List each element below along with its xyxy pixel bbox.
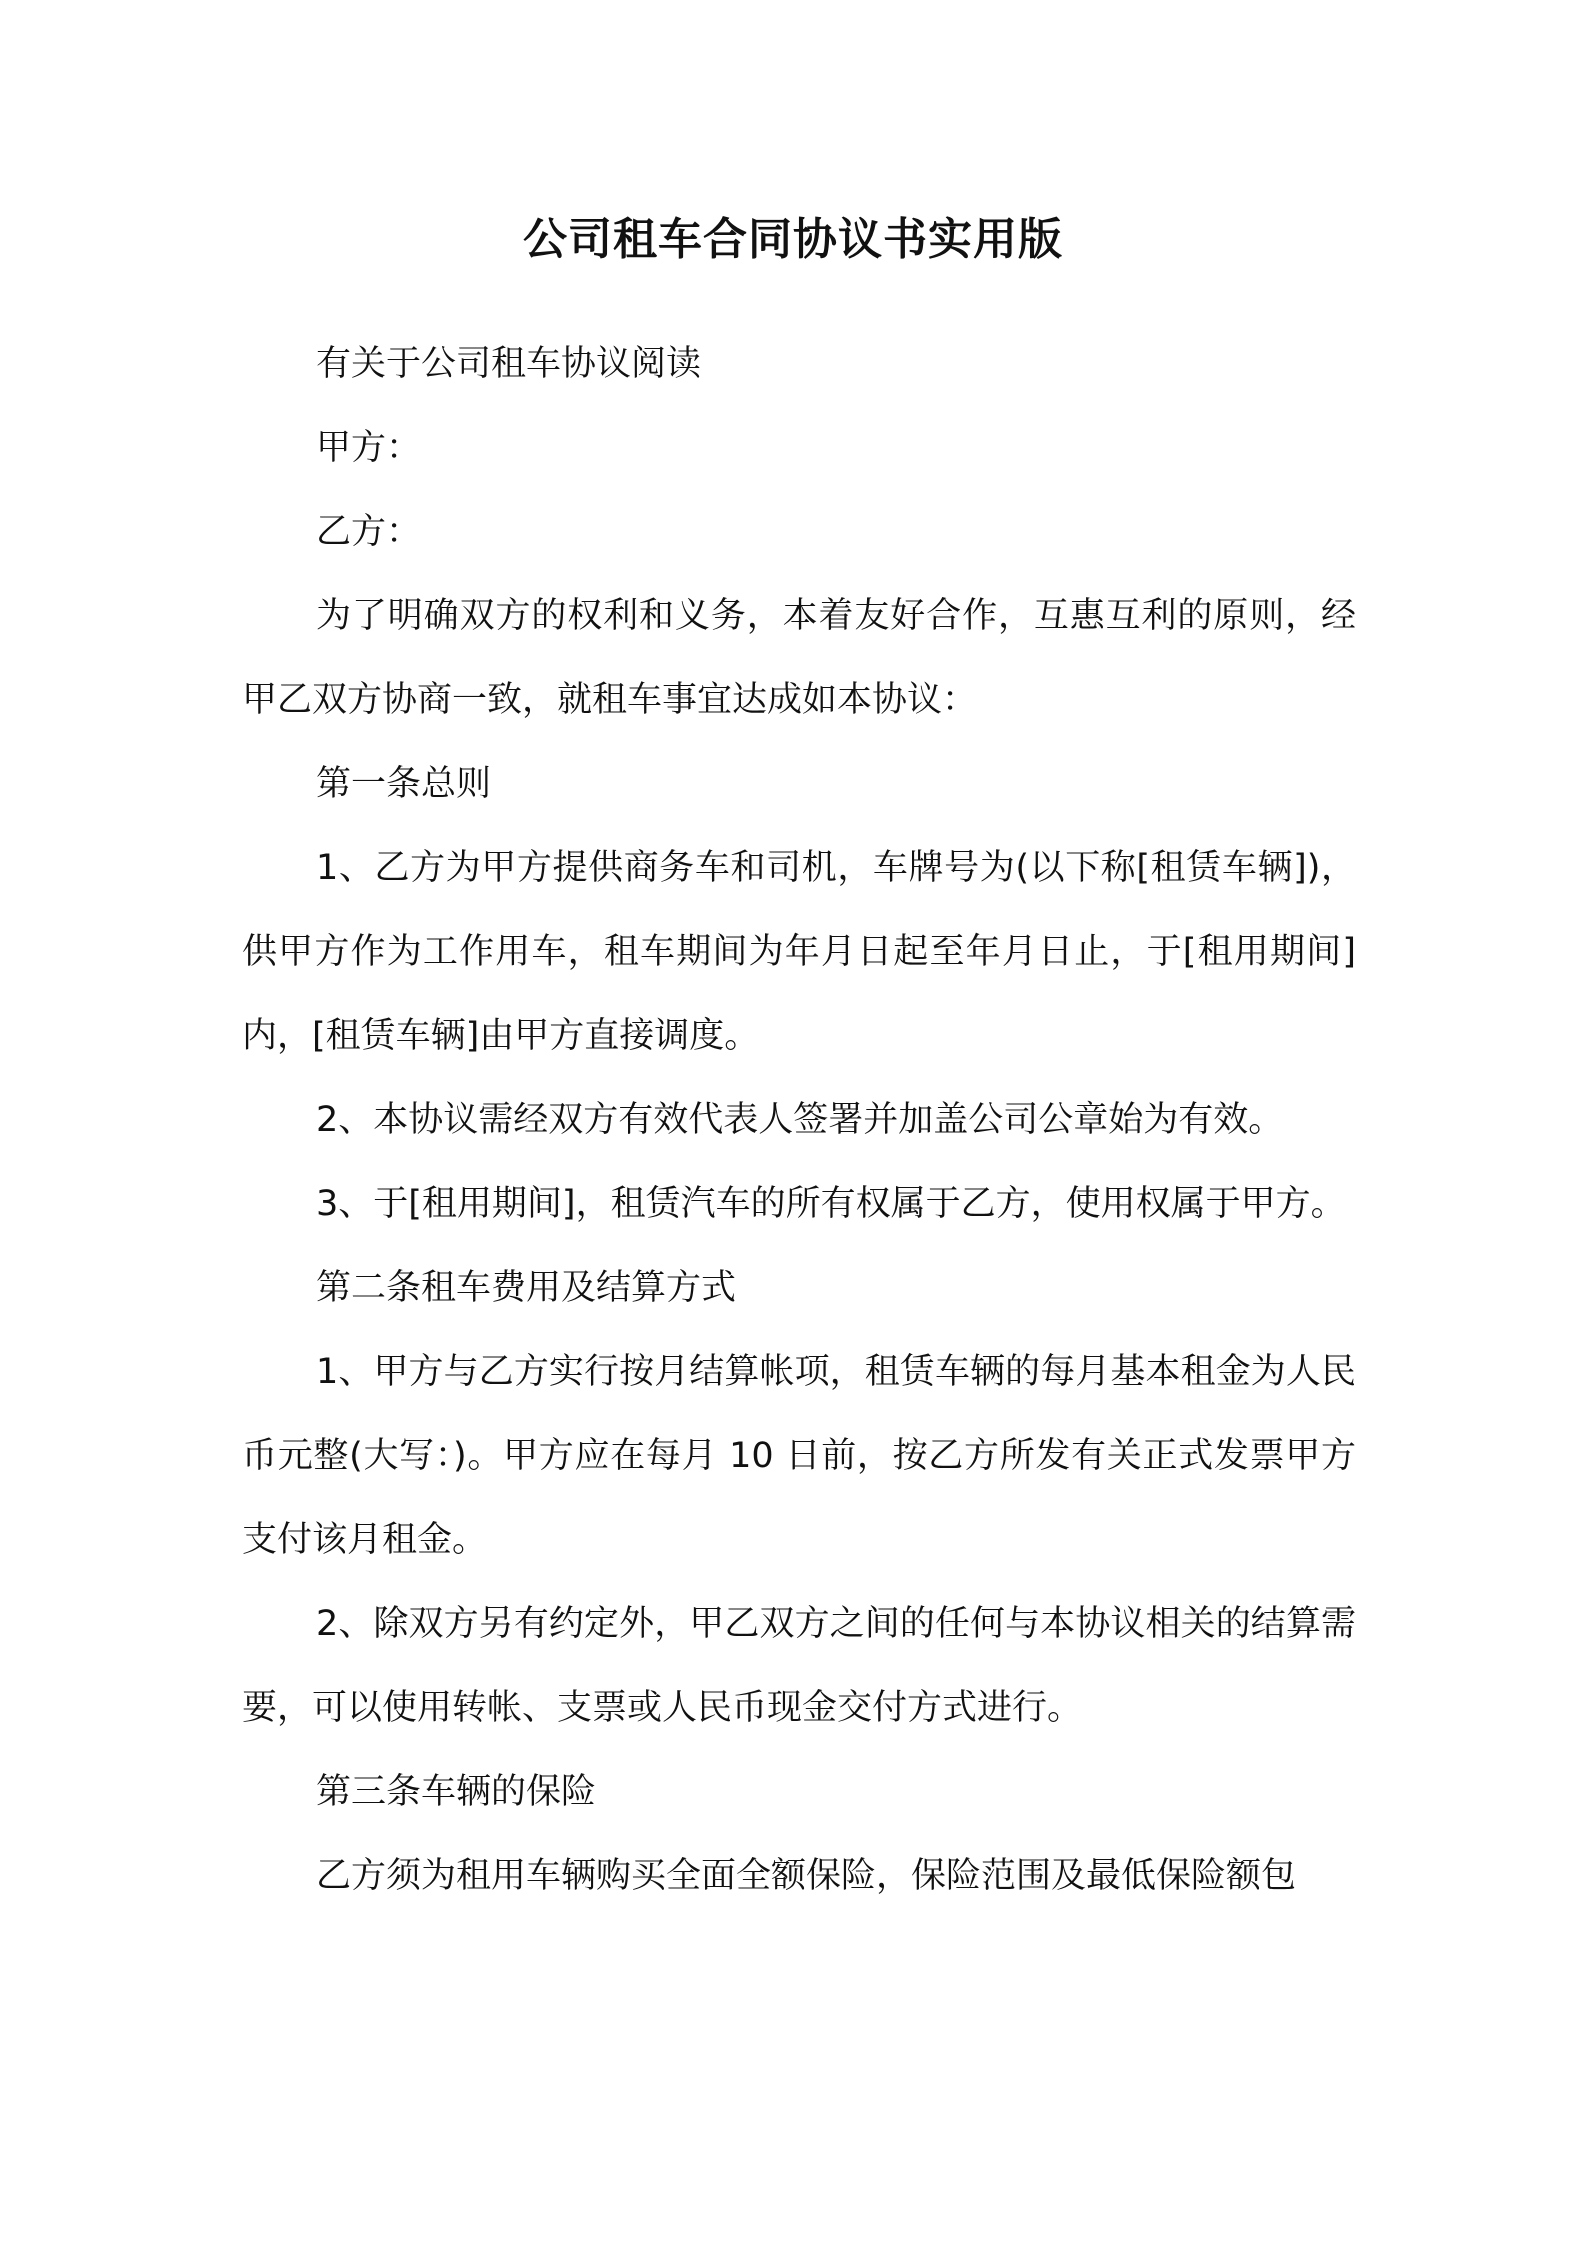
paragraph-intro: 有关于公司租车协议阅读 [316,344,702,384]
paragraph-fees-1: 1、甲方与乙方实行按月结算帐项，租赁车辆的每月基本租金为人民币元整(大写：)。甲方应在每月 10 日前，按乙方所发有关正式发票甲方支付该月租金。 [242,1352,1356,1560]
document-title: 公司租车合同协议书实用版 [523,214,1063,265]
paragraph-general-2: 2、本协议需经双方有效代表人签署并加盖公司公章始为有效。 [316,1100,1284,1140]
paragraph-fees-2: 2、除双方另有约定外，甲乙双方之间的任何与本协议相关的结算需要，可以使用转帐、支票或人民币现金交付方式进行。 [242,1604,1356,1728]
paragraph-general-1: 1、乙方为甲方提供商务车和司机，车牌号为(以下称[租赁车辆])，供甲方作为工作用车，租车期间为年月日起至年月日止，于[租用期间]内，[租赁车辆]由甲方直接调度。 [242,848,1356,1056]
paragraph-party-b: 乙方： [316,512,422,552]
document-body [242,322,1356,1918]
section-heading-insurance: 第三条车辆的保险 [316,1772,597,1812]
section-heading-fees: 第二条租车费用及结算方式 [316,1268,737,1308]
paragraph-purpose: 为了明确双方的权利和义务，本着友好合作，互惠互利的原则，经甲乙双方协商一致，就租车事宜达成如本协议： [242,596,1356,720]
paragraph-party-a: 甲方： [316,428,422,468]
paragraph-general-3: 3、于[租用期间]，租赁汽车的所有权属于乙方，使用权属于甲方。 [316,1184,1346,1224]
section-heading-general: 第一条总则 [316,764,492,804]
paragraph-insurance-1: 乙方须为租用车辆购买全面全额保险，保险范围及最低保险额包 [316,1856,1297,1896]
